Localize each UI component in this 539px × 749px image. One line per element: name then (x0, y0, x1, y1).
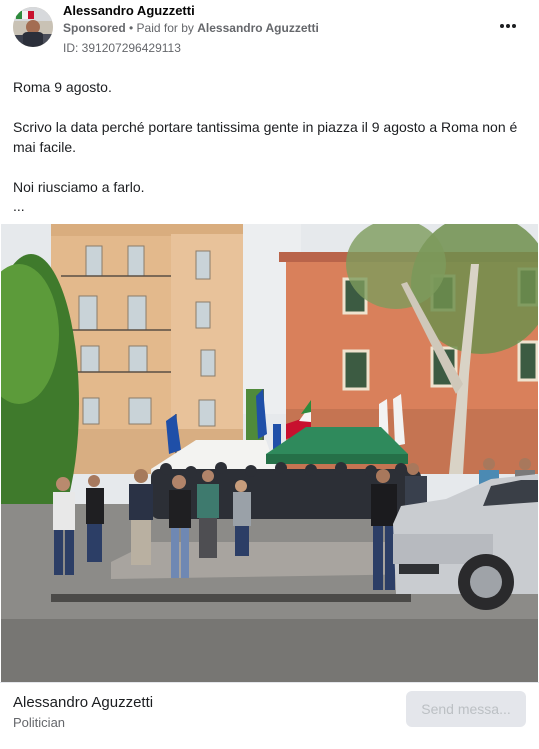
paid-for-prefix: Paid for by (136, 21, 198, 35)
meta-separator: • (125, 21, 137, 35)
sponsored-line (63, 21, 319, 35)
post-header (0, 0, 539, 64)
avatar[interactable] (13, 7, 53, 47)
send-message-button[interactable]: Send messa... (406, 691, 526, 727)
post-text-line: Roma 9 agosto. (13, 79, 112, 95)
post-photo[interactable] (1, 224, 538, 682)
more-horizontal-icon (496, 16, 520, 36)
page-name[interactable]: Alessandro Aguzzetti (13, 694, 154, 711)
post-body (13, 77, 525, 215)
see-more-ellipsis[interactable]: ... (13, 198, 25, 214)
avatar-image (13, 7, 53, 47)
page-category: Politician (13, 715, 66, 730)
post-text-line: Scrivo la data perché portare tantissima gente in piazza il 9 agosto a Roma non é mai facile. (13, 119, 518, 155)
ad-footer (0, 682, 539, 749)
post-text-line: Noi riusciamo a farlo. (13, 179, 145, 195)
ad-id: ID: 391207296429113 (63, 41, 181, 55)
rally-photo (1, 224, 538, 682)
more-options-button[interactable] (496, 16, 520, 36)
sponsored-label: Sponsored (63, 21, 126, 35)
paid-for-name: Alessandro Aguzzetti (197, 21, 319, 35)
author-name[interactable]: Alessandro Aguzzetti (63, 3, 195, 18)
